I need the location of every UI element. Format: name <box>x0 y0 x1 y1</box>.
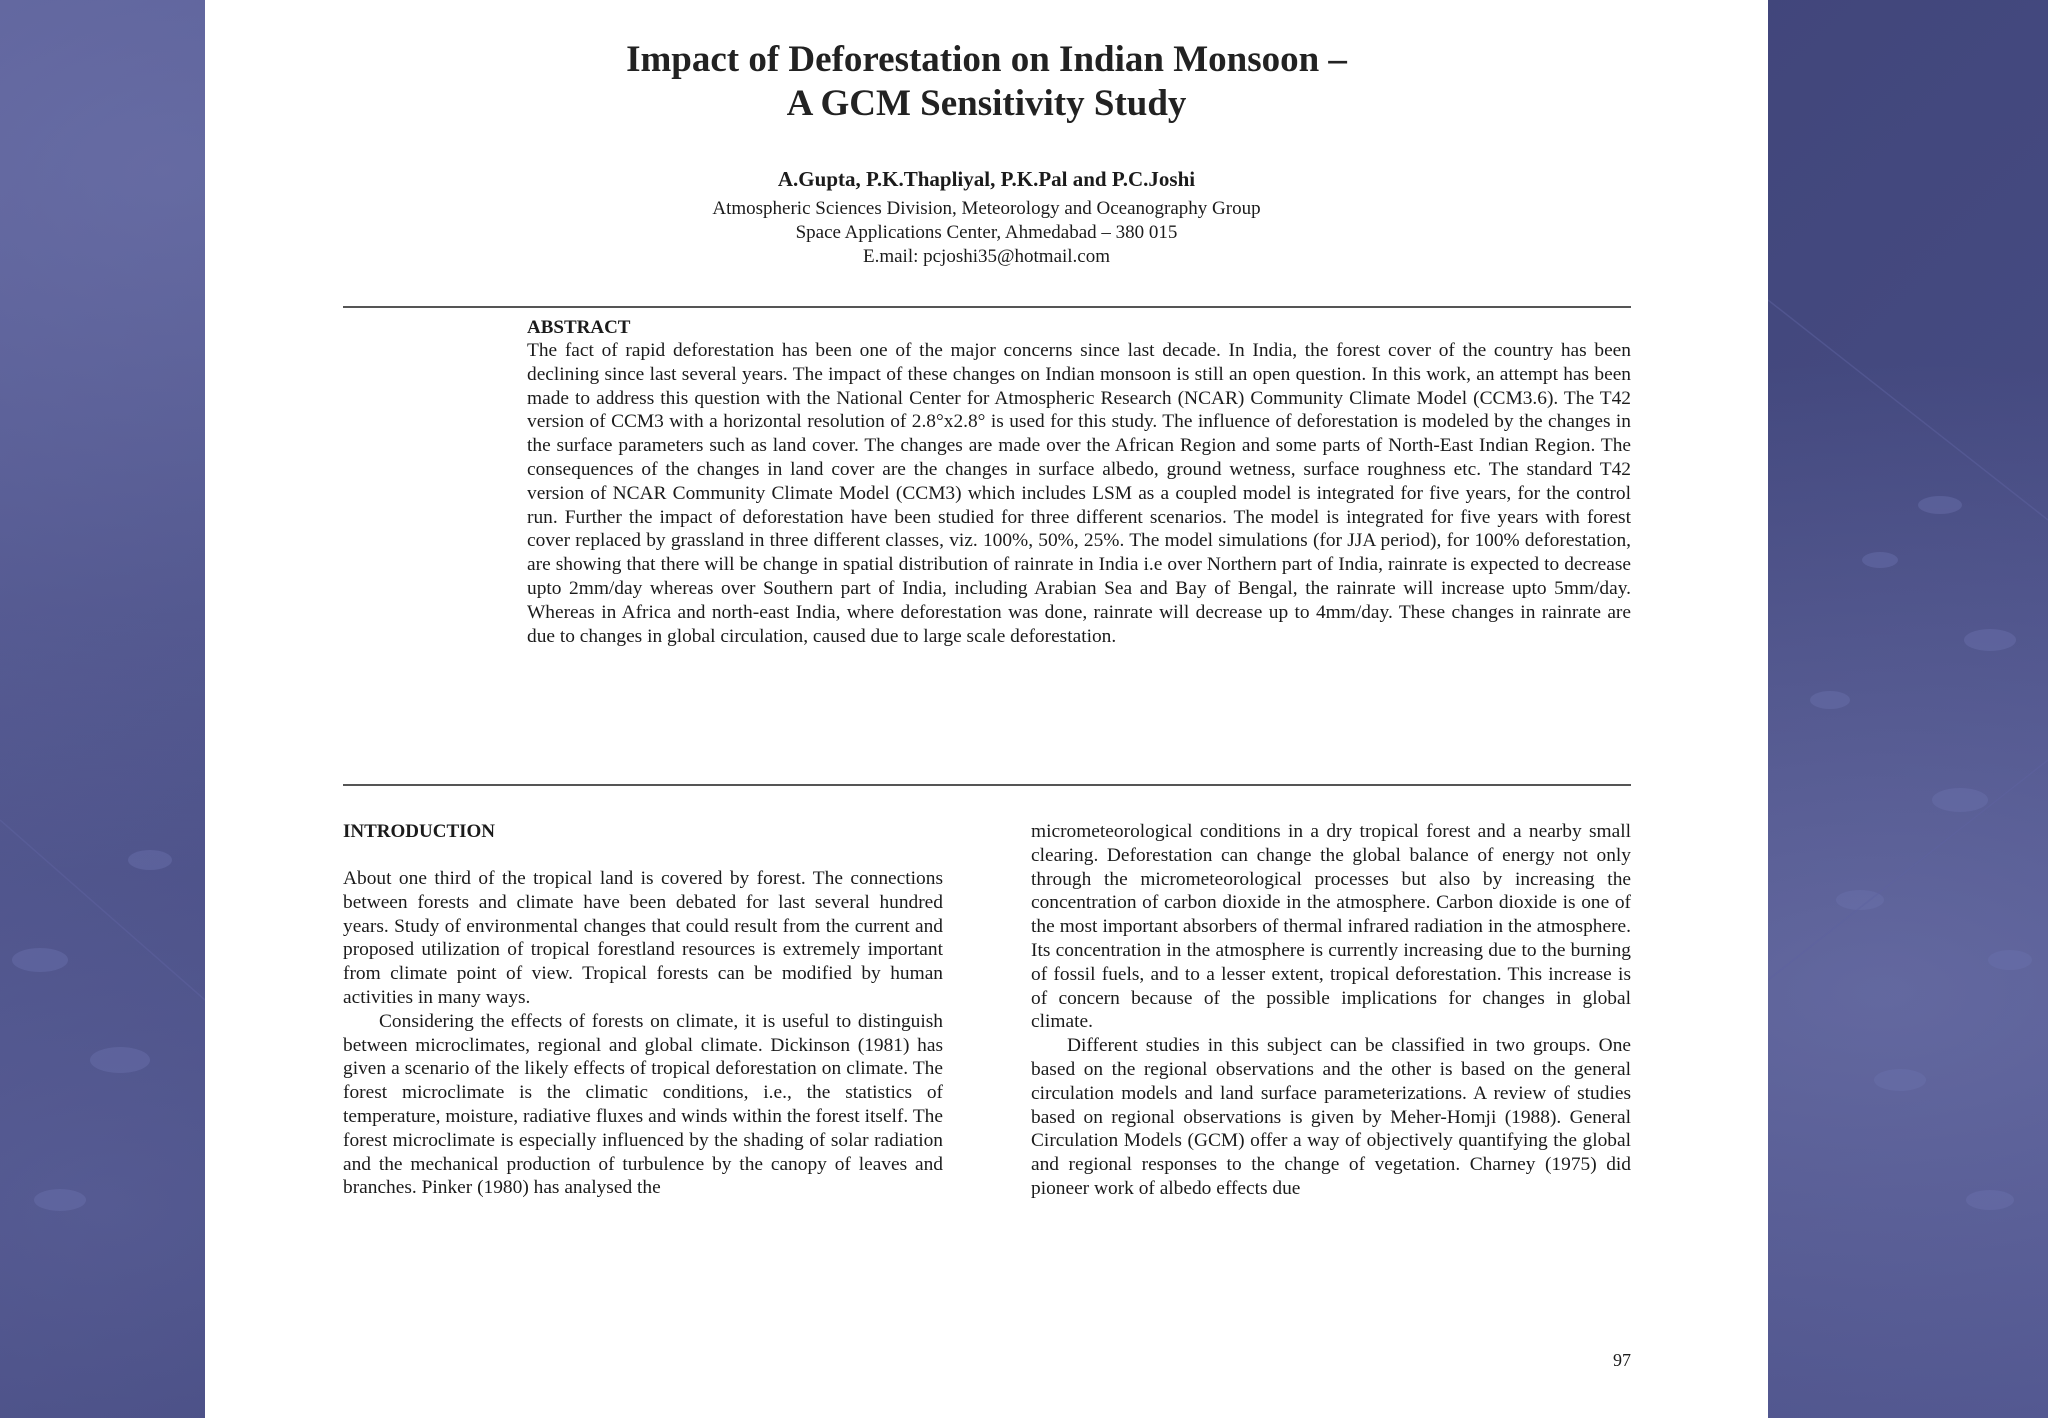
affiliation-line-2: Space Applications Center, Ahmedabad – 380 015 <box>795 222 1178 243</box>
intro-paragraph-1: About one third of the tropical land is covered by forest. The connections between forests and climate have been debated for last several hundred years. Study of environmental changes that could result from the current and proposed utilization of tropical forestland resources is extremely important from climate point of view. Tropical forests can be modified by human activities in many ways. <box>343 868 943 1008</box>
abstract-heading: ABSTRACT <box>527 317 631 338</box>
abstract-bottom-rule <box>343 784 1631 786</box>
abstract-section <box>527 316 1631 648</box>
affiliation <box>205 197 1768 269</box>
paper-title <box>205 38 1768 126</box>
right-paragraph-1: micrometeorological conditions in a dry tropical forest and a nearby small clearing. Deforestation can change the global balance of energy not only through the micrometeorological processes but also by increasing the concentration of carbon dioxide in the atmosphere. Carbon dioxide is one of the most important absorbers of thermal infrared radiation in the atmosphere. Its concentration in the atmosphere is currently increasing due to the burning of fossil fuels, and to a lesser extent, tropical deforestation. This increase is of concern because of the possible implications for changes in global climate. <box>1031 821 1631 1033</box>
left-column <box>343 820 943 1200</box>
affiliation-line-1: Atmospheric Sciences Division, Meteorology and Oceanography Group <box>712 198 1261 219</box>
paper-page <box>205 0 1768 1418</box>
author-list: A.Gupta, P.K.Thapliyal, P.K.Pal and P.C.Joshi <box>777 167 1196 191</box>
introduction-heading: INTRODUCTION <box>343 821 496 842</box>
right-column <box>1031 820 1631 1201</box>
title-line-1: Impact of Deforestation on Indian Monsoon – <box>626 39 1347 80</box>
right-paragraph-2: Different studies in this subject can be classified in two groups. One based on the regional observations and the other is based on the general circulation models and land surface parameterizations. A review of studies based on regional observations is given by Meher-Homji (1988). General Circulation Models (GCM) offer a way of objectively quantifying the global and regional responses to the change of vegetation. Charney (1975) did pioneer work of albedo effects due <box>1031 1035 1631 1199</box>
page-number: 97 <box>1613 1350 1631 1370</box>
abstract-top-rule <box>343 306 1631 308</box>
abstract-text: The fact of rapid deforestation has been one of the major concerns since last decade. In India, the forest cover of the country has been declining since last several years. The impact of these changes on Indian monsoon is still an open question. In this work, an attempt has been made to address this question with the National Center for Atmospheric Research (NCAR) Community Climate Model (CCM3.6). The T42 version of CCM3 with a horizontal resolution of 2.8°x2.8° is used for this study. The influence of deforestation is modeled by the changes in the surface parameters such as land cover. The changes are made over the African Region and some parts of North-East Indian Region. The consequences of the changes in land cover are the changes in surface albedo, ground wetness, surface roughness etc. The standard T42 version of NCAR Community Climate Model (CCM3) which includes LSM as a coupled model is integrated for five years, for the control run. Further the impact of deforestation have been studied for three different scenarios. The model is integrated for five years with forest cover replaced by grassland in three different classes, viz. 100%, 50%, 25%. The model simulations (for JJA period), for 100% deforestation, are showing that there will be change in spatial distribution of rainrate in India i.e over Northern part of India, rainrate is expected to decrease upto 2mm/day whereas over Southern part of India, including Arabian Sea and Bay of Bengal, the rainrate will increase upto 5mm/day. Whereas in Africa and north-east India, where deforestation was done, rainrate will decrease up to 4mm/day. These changes in rainrate are due to changes in global circulation, caused due to large scale deforestation. <box>527 340 1631 647</box>
title-line-2: A GCM Sensitivity Study <box>786 83 1187 124</box>
author-email: E.mail: pcjoshi35@hotmail.com <box>862 246 1111 267</box>
intro-paragraph-2: Considering the effects of forests on climate, it is useful to distinguish between microclimates, regional and global climate. Dickinson (1981) has given a scenario of the likely effects of tropical deforestation on climate. The forest microclimate is the climatic conditions, i.e., the statistics of temperature, moisture, radiative fluxes and winds within the forest itself. The forest microclimate is especially influenced by the shading of solar radiation and the mechanical production of turbulence by the canopy of leaves and branches. Pinker (1980) has analysed the <box>343 1010 943 1199</box>
